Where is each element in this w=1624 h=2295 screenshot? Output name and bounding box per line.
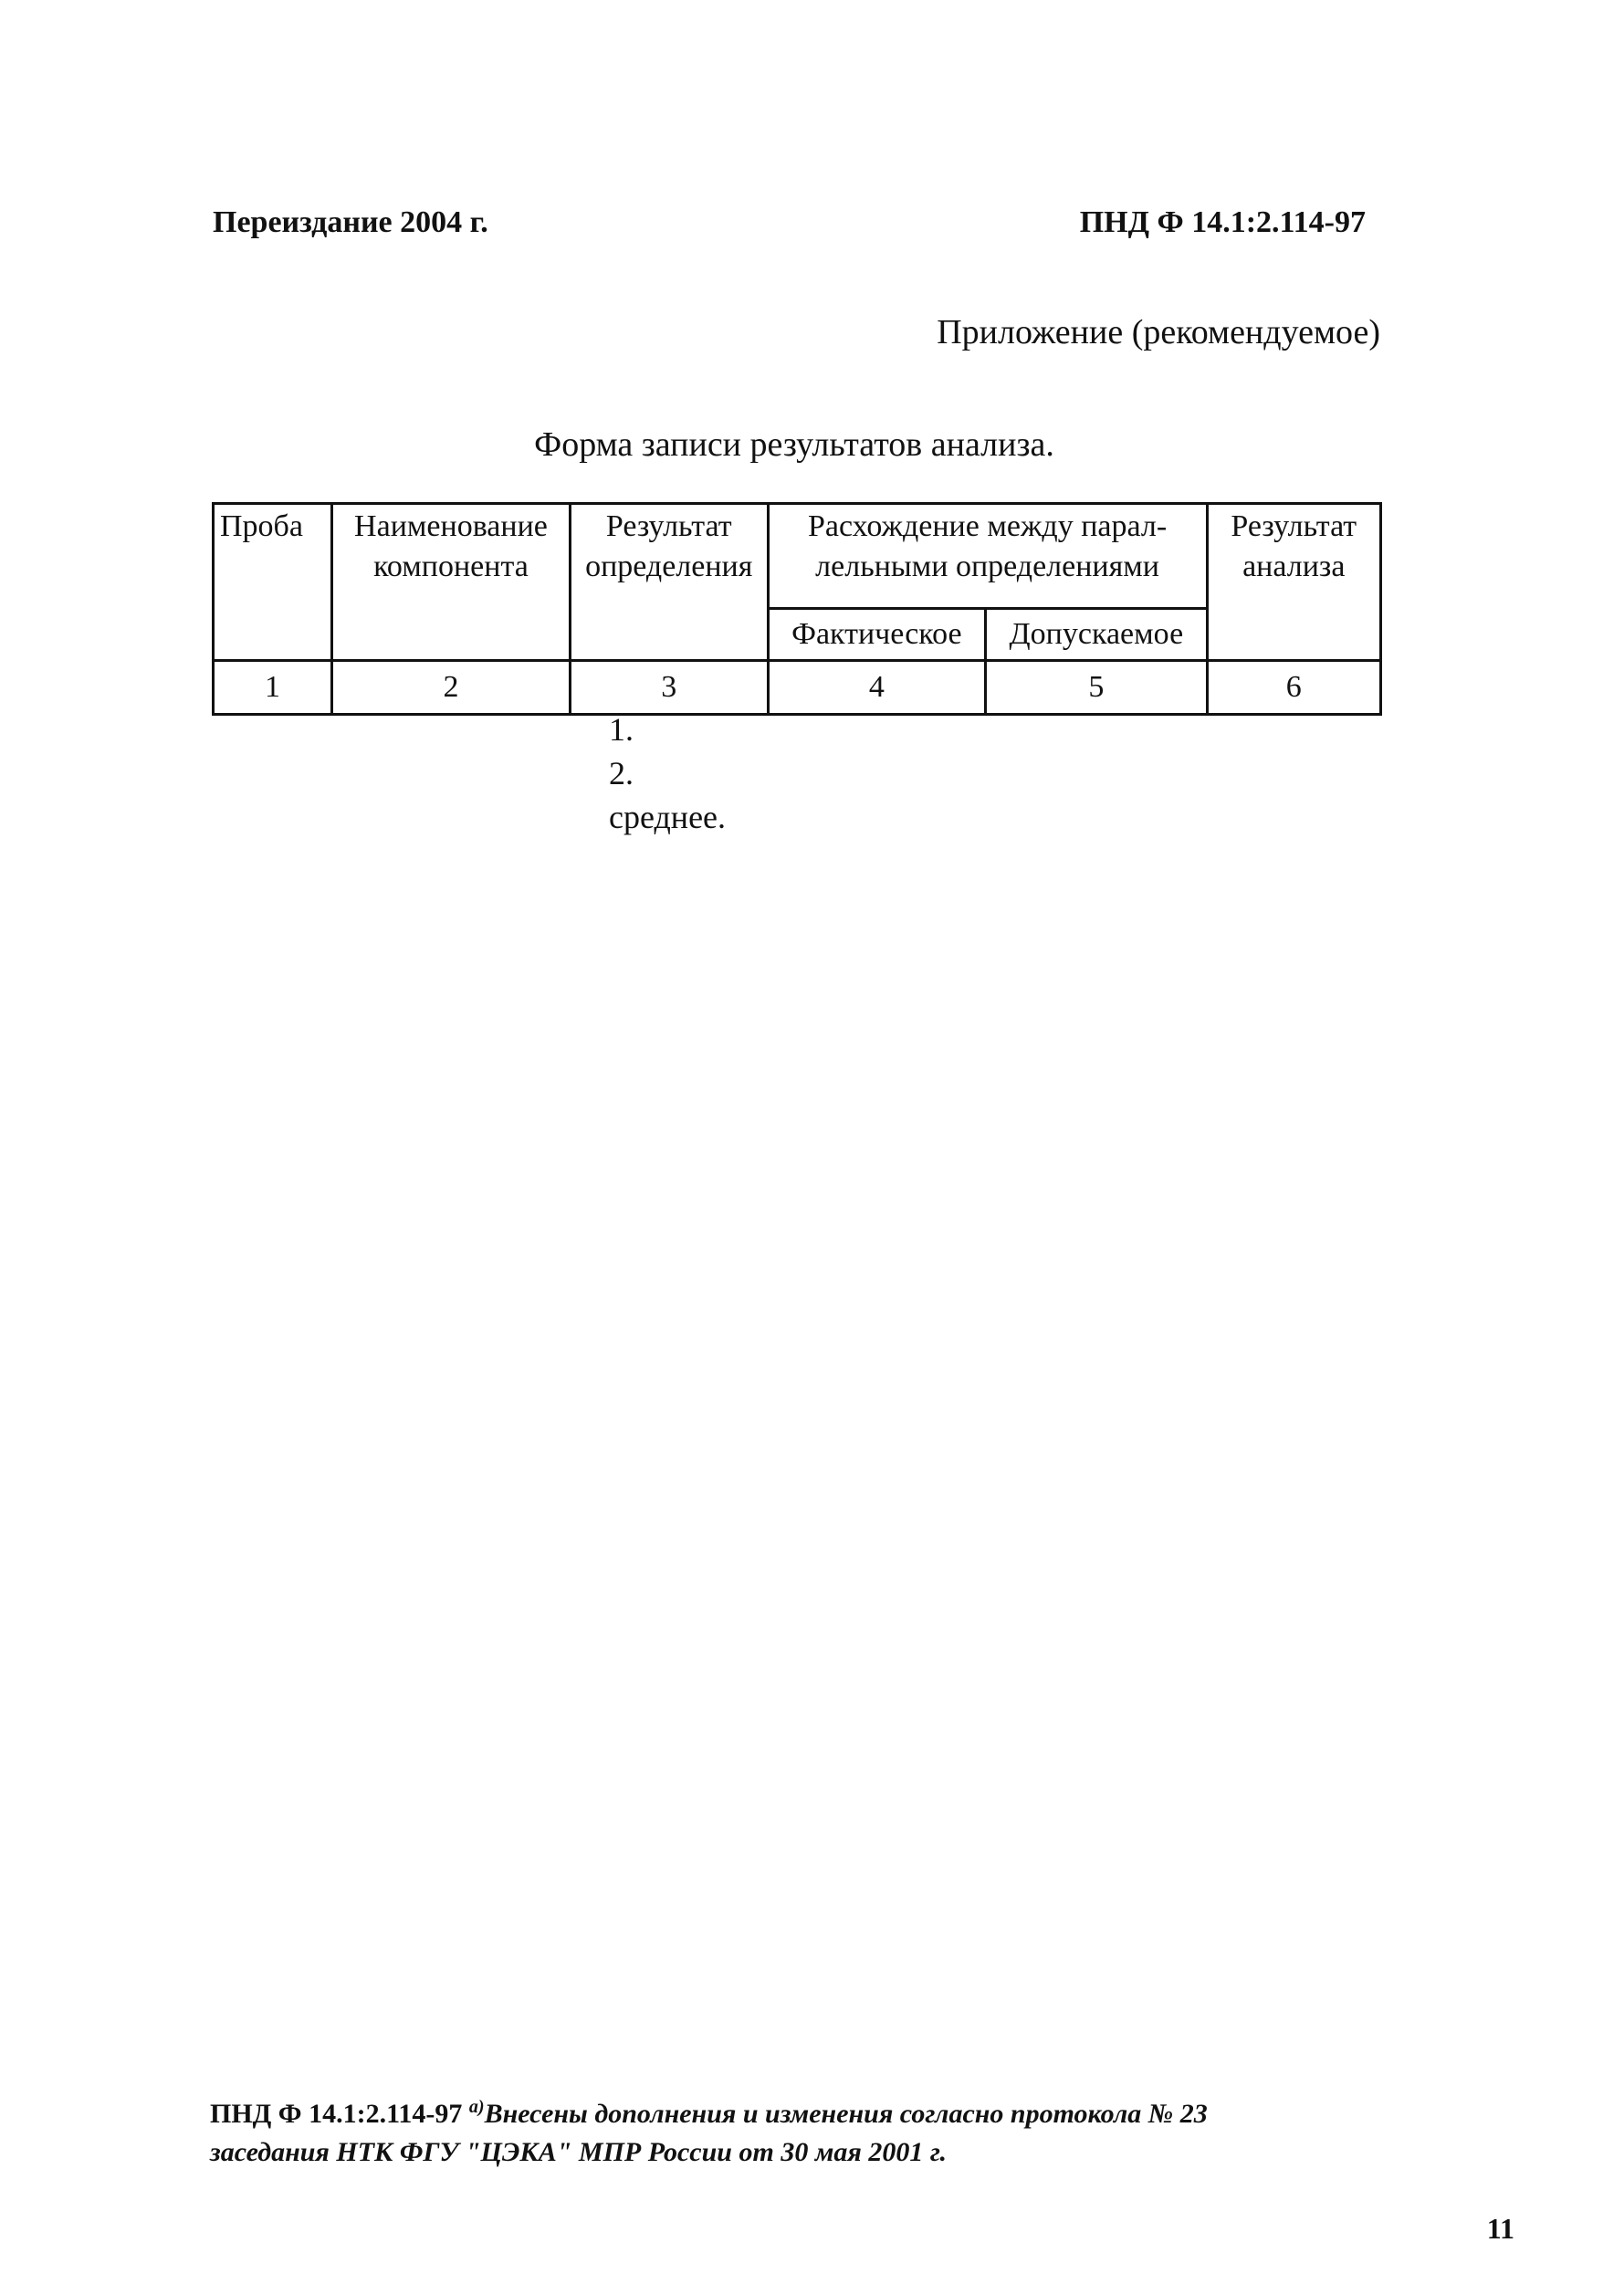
header-analysis-result-line1: Результат xyxy=(1231,509,1357,543)
header-analysis-result xyxy=(1207,504,1380,661)
reissue-note: Переиздание 2004 г. xyxy=(213,205,488,239)
footnote-line1 xyxy=(210,2088,1208,2133)
header-parallel-discrepancy xyxy=(768,504,1207,609)
header-analysis-result-line2: анализа xyxy=(1242,550,1346,584)
results-form-table xyxy=(212,502,1382,716)
page-number: 11 xyxy=(1486,2212,1514,2245)
determination-notes xyxy=(609,707,726,839)
footnote-doc-id: ПНД Ф 14.1:2.114-97 xyxy=(210,2099,463,2129)
header-determination-result xyxy=(570,504,768,661)
header-sample-label: Проба xyxy=(220,509,303,543)
header-component-name-line1: Наименование xyxy=(354,509,548,543)
column-number: 5 xyxy=(986,661,1207,715)
column-number-row xyxy=(214,661,1381,715)
header-determination-result-line1: Результат xyxy=(605,509,732,543)
footnote-text-line2: заседания НТК ФГУ "ЦЭКА" МПР России от 30 мая 2001 г. xyxy=(210,2137,947,2167)
column-number: 4 xyxy=(768,661,985,715)
note-line: 2. xyxy=(609,755,634,791)
footnote-text-line1: Внесены дополнения и изменения согласно протокола № 23 xyxy=(484,2099,1208,2129)
header-component-name xyxy=(332,504,571,661)
column-number: 6 xyxy=(1207,661,1380,715)
header-determination-result-line2: определения xyxy=(585,550,753,584)
header-parallel-discrepancy-line1: Расхождение между парал- xyxy=(807,509,1168,543)
footnote-marker: а) xyxy=(468,2097,485,2117)
header-parallel-discrepancy-line2: лельными определениями xyxy=(815,550,1159,584)
column-number: 1 xyxy=(214,661,332,715)
form-title: Форма записи результатов анализа. xyxy=(534,425,1054,464)
header-actual: Фактическое xyxy=(768,609,985,661)
header-allowed: Допускаемое xyxy=(986,609,1207,661)
header-sample xyxy=(214,504,332,661)
amendment-footnote xyxy=(210,2088,1208,2172)
header-component-name-line2: компонента xyxy=(373,550,529,584)
document-code: ПНД Ф 14.1:2.114-97 xyxy=(1079,205,1366,239)
note-line: 1. xyxy=(609,711,634,748)
note-line: среднее. xyxy=(609,799,727,835)
column-number: 3 xyxy=(570,661,768,715)
column-number: 2 xyxy=(332,661,571,715)
table-header-row xyxy=(214,504,1381,609)
appendix-label: Приложение (рекомендуемое) xyxy=(937,313,1380,351)
